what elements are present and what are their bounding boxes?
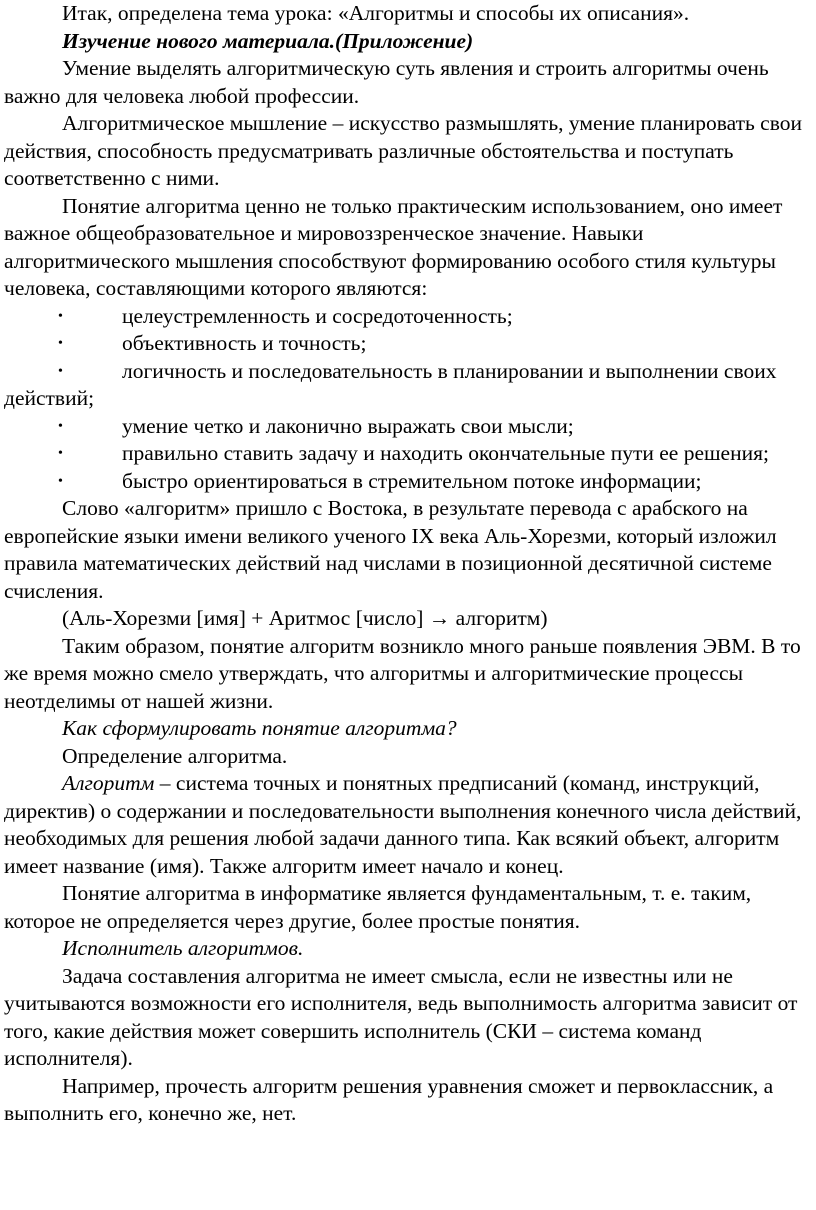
new-material-heading: Изучение нового материала.(Приложение) [62, 28, 474, 53]
list-item [4, 330, 810, 358]
question-heading: Как сформулировать понятие алгоритма? [62, 716, 457, 740]
lesson-topic-paragraph: Итак, определена тема урока: «Алгоритмы и способы их описания». [62, 1, 690, 25]
list-item-text: целеустремленность и сосредоточенность; [122, 303, 513, 328]
bullet-icon: • [58, 446, 63, 461]
list-item-text: логичность и последовательность в планировании и выполнении своих действий; [4, 358, 777, 410]
bullet-icon: • [58, 308, 63, 324]
list-item [4, 413, 810, 441]
paragraph-algorithmic-thinking: Алгоритмическое мышление – искусство размышлять, умение планировать свои действия, способность предусматривать различные обстоятельства и поступать соответственно с ними. [4, 111, 802, 190]
list-item [4, 468, 810, 496]
paragraph-algorithm-concept-value: Понятие алгоритма ценно не только практическим использованием, оно имеет важное общеобразовательное и мировоззренческое значение. Навыки алгоритмического мышления способствуют формированию особого стиля культуры человека, составляющими которого являются: [4, 193, 783, 300]
paragraph-etymology-formula: (Аль-Хорезми [имя] + Аритмос [число] → алгоритм) [62, 606, 548, 630]
bullet-icon: • [58, 336, 63, 351]
list-item [4, 440, 810, 468]
paragraph-example: Например, прочесть алгоритм решения уравнения сможет и первоклассник, а выполнить его, конечно же, нет. [4, 1073, 774, 1125]
list-item-text: правильно ставить задачу и находить окончательные пути ее решения; [122, 441, 769, 465]
bullet-icon: • [58, 418, 63, 434]
definition-heading: Определение алгоритма. [62, 743, 288, 768]
document-page [4, 0, 810, 1128]
bullet-icon: • [58, 473, 63, 489]
executor-heading: Исполнитель алгоритмов. [62, 936, 304, 960]
list-item-text: объективность и точность; [122, 331, 367, 355]
paragraph-algorithmic-essence: Умение выделять алгоритмическую суть явления и строить алгоритмы очень важно для человека любой профессии. [4, 56, 769, 108]
definition-term: Алгоритм [62, 771, 155, 795]
paragraph-algorithm-definition [4, 770, 810, 880]
paragraph-word-origin: Слово «алгоритм» пришло с Востока, в результате перевода с арабского на европейские языки имени великого ученого IX века Аль-Хорезми, который изложил правила математических действий над числами в позиционной десятичной системе счисления. [4, 496, 777, 603]
paragraph-fundamental-concept: Понятие алгоритма в информатике является фундаментальным, т. е. таким, которое не определяется через другие, более простые понятия. [4, 881, 752, 933]
definition-text: – система точных и понятных предписаний (команд, инструкций, директив) о содержании и последовательности выполнения конечного числа действий, необходимых для решения любой задачи данного типа. Как всякий объект, алгоритм имеет название (имя). Также алгоритм имеет начало и конец. [4, 771, 802, 878]
bullet-icon: • [58, 363, 63, 379]
list-item-text: умение четко и лаконично выражать свои мысли; [122, 413, 574, 438]
list-item [4, 358, 810, 413]
paragraph-executor-capabilities: Задача составления алгоритма не имеет смысла, если не известны или не учитываются возможности его исполнителя, ведь выполнимость алгоритма зависит от того, какие действия может совершить исполнитель (СКИ – система команд исполнителя). [4, 963, 798, 1070]
paragraph-before-computers: Таким образом, понятие алгоритм возникло много раньше появления ЭВМ. В то же время можно смело утверждать, что алгоритмы и алгоритмические процессы неотделимы от нашей жизни. [4, 633, 801, 713]
list-item [4, 303, 810, 331]
list-item-text: быстро ориентироваться в стремительном потоке информации; [122, 468, 702, 493]
